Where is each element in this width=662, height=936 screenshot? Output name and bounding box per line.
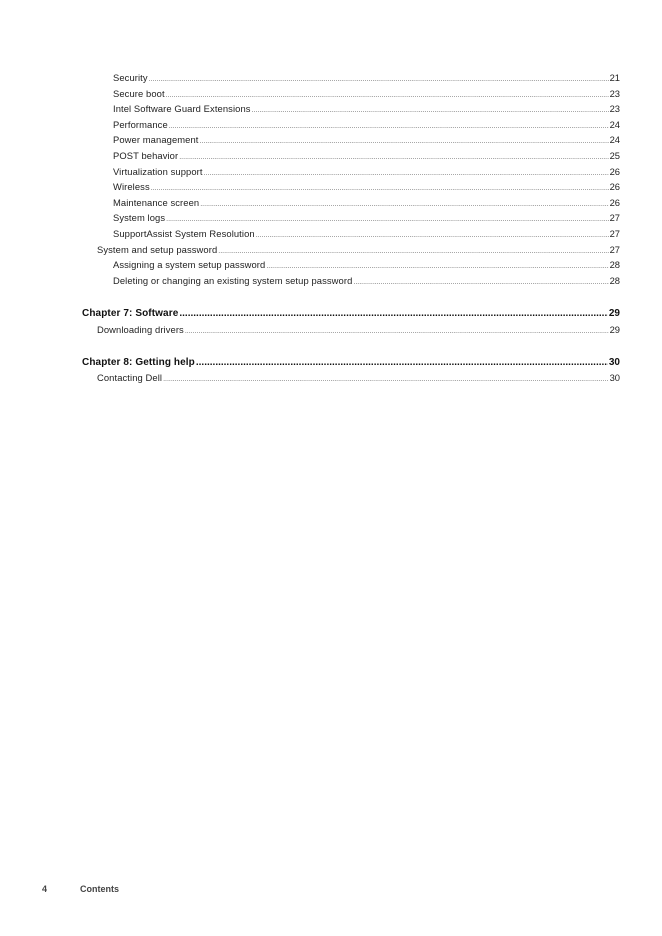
dot-leader [163,372,608,388]
toc-entry-title: Intel Software Guard Extensions [113,103,251,115]
toc-entry-contacting-dell[interactable] [0,370,620,386]
spacer [0,288,662,306]
spacer [0,338,662,355]
toc-entry-title: System logs [113,212,166,224]
toc-entry-page: 23 [609,103,620,115]
toc-entry-deleting-password[interactable] [0,273,620,289]
toc-entry-page: 23 [609,87,620,99]
toc-entry-page: 25 [609,149,620,161]
toc-entry-title: Performance [113,118,168,130]
toc-chapter-software[interactable] [0,306,620,322]
toc-entry-page: 30 [609,372,620,384]
toc-entry-title: Power management [113,134,199,146]
toc-chapter-page: 29 [608,308,620,320]
toc-entry-performance[interactable] [0,117,620,133]
dot-leader [185,324,609,340]
toc-entry-title: POST behavior [113,149,179,161]
toc-entry-system-and-setup-password[interactable] [0,242,620,258]
toc-entry-title: Contacting Dell [97,372,163,384]
footer-section-name: Contents [80,884,119,894]
toc-entry-title: Secure boot [113,87,165,99]
toc-entry-page: 26 [609,181,620,193]
toc-entry-page: 24 [609,118,620,130]
toc-entry-page: 28 [609,274,620,286]
dot-leader [353,275,608,291]
dot-leader [179,306,608,322]
toc-entry-security[interactable] [0,70,620,86]
toc-entry-title: System and setup password [97,243,218,255]
toc-entry-intel-sgx[interactable] [0,101,620,117]
table-of-contents [0,70,662,386]
toc-entry-page: 24 [609,134,620,146]
toc-entry-title: Maintenance screen [113,196,200,208]
toc-entry-downloading-drivers[interactable] [0,322,620,338]
page-footer [0,884,662,898]
toc-entry-post-behavior[interactable] [0,148,620,164]
toc-entry-page: 21 [609,72,620,83]
dot-leader [196,355,608,371]
toc-entry-title: Security [113,72,148,83]
toc-entry-title: Wireless [113,181,150,193]
toc-entry-page: 26 [609,196,620,208]
toc-entry-maintenance-screen[interactable] [0,195,620,211]
toc-entry-page: 29 [609,323,620,335]
toc-entry-supportassist[interactable] [0,226,620,242]
toc-entry-wireless[interactable] [0,179,620,195]
toc-entry-title: Virtualization support [113,165,203,177]
toc-entry-title: Assigning a system setup password [113,259,266,271]
toc-entry-page: 27 [609,212,620,224]
toc-entry-page: 26 [609,165,620,177]
toc-entry-title: Downloading drivers [97,323,184,335]
toc-chapter-title: Chapter 7: Software [82,308,179,320]
toc-chapter-title: Chapter 8: Getting help [82,356,195,368]
toc-chapter-page: 30 [608,356,620,368]
toc-entry-title: Deleting or changing an existing system setup password [113,274,353,286]
toc-entry-title: SupportAssist System Resolution [113,227,255,239]
toc-entry-page: 27 [609,243,620,255]
toc-entry-page: 28 [609,259,620,271]
toc-entry-assigning-password[interactable] [0,257,620,273]
toc-entry-power-management[interactable] [0,132,620,148]
toc-chapter-getting-help[interactable] [0,355,620,371]
toc-entry-secure-boot[interactable] [0,86,620,102]
toc-entry-page: 27 [609,227,620,239]
footer-page-number: 4 [42,884,48,894]
toc-entry-virtualization-support[interactable] [0,164,620,180]
toc-entry-system-logs[interactable] [0,210,620,226]
